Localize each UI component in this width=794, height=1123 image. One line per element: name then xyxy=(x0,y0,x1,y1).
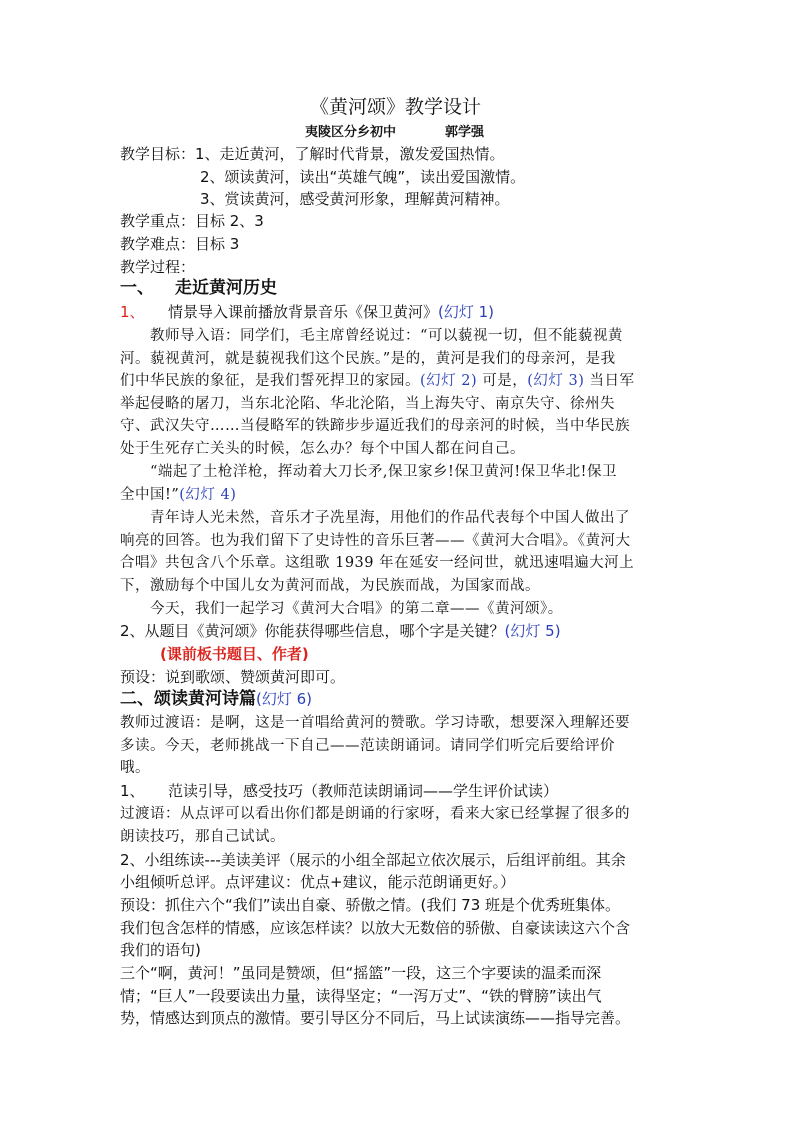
slide-2-ref: (幻灯 2) xyxy=(420,373,478,389)
s2-step1-text: 范读引导，感受技巧（教师范读朗诵词——学生评价试读） xyxy=(168,782,559,800)
s2-preset-line-2: 我们包含怎样的情感，应该怎样读？以放大无数倍的骄傲、自豪读读这六个含 xyxy=(120,919,631,937)
s2-preset-line-1: 预设：抓住六个“我们”读出自豪、骄傲之情。(我们 73 班是个优秀班集体。 xyxy=(120,896,621,914)
byline-school: 夷陵区分乡初中 xyxy=(305,125,397,140)
final-line-3: 势，情感达到顶点的激情。要引导区分不同后，马上试读演练——指导完善。 xyxy=(120,1009,631,1027)
quote-line-2a: 全中国!” xyxy=(120,487,180,503)
intro-line-3a: 们中华民族的象征，是我们誓死捍卫的家园。 xyxy=(120,373,420,389)
byline-author: 郭学强 xyxy=(445,125,485,140)
intro-line-5: 守、武汉失守……当侵略军的铁蹄步步逼近我们的母亲河的时候，当中华民族 xyxy=(120,418,630,434)
trans-line-3: 哦。 xyxy=(120,760,150,776)
intro-line-4: 举起侵略的屠刀，当东北沦陷、华北沦陷，当上海失守、南京失守、徐州失 xyxy=(120,396,615,412)
goal-3: 3、赏读黄河，感受黄河形象，理解黄河精神。 xyxy=(200,190,510,208)
slide-5-ref: (幻灯 5) xyxy=(504,622,561,640)
final-line-2: 情；“巨人”一段要读出力量，读得坚定；“一泻万丈”、“铁的臂膀”读出气 xyxy=(120,987,602,1005)
poet-line-1: 青年诗人光未然，音乐才子冼星海，用他们的作品代表每个中国人做出了 xyxy=(150,510,630,526)
quote-line-1: “端起了土枪洋枪，挥动着大刀长矛,保卫家乡!保卫黄河!保卫华北!保卫 xyxy=(150,464,618,480)
difficulty: 教学难点：目标 3 xyxy=(120,235,240,253)
goals-line-1 xyxy=(120,144,505,164)
section-2-title: 二、颂读黄河诗篇 xyxy=(120,689,256,709)
section-2-heading xyxy=(120,689,312,709)
poet-line-4: 下，激励每个中国儿女为黄河而战，为民族而战，为国家而战。 xyxy=(120,578,540,594)
today-line: 今天，我们一起学习《黄河大合唱》的第二章——《黄河颂》。 xyxy=(150,601,563,617)
slide-4-ref: (幻灯 4) xyxy=(179,487,237,503)
intro-line-3c: 当日军 xyxy=(584,373,635,389)
key-point: 教学重点：目标 2、3 xyxy=(120,212,264,230)
s2-step2-line-2: 小组倾听总评。点评建议：优点+建议，能示范朗诵更好。） xyxy=(120,873,516,891)
intro-line-3b: 可是， xyxy=(477,373,528,389)
intro-line-3 xyxy=(120,371,635,391)
poet-line-2: 响亮的回答。也为我们留下了史诗性的音乐巨著——《黄河大合唱》。《黄河大 xyxy=(120,533,631,549)
page-title: 《黄河颂》教学设计 xyxy=(310,96,482,118)
slide-1-ref: (幻灯 1) xyxy=(438,303,495,321)
s1-step2-text: 2、从题目《黄河颂》你能获得哪些信息，哪个字是关键？ xyxy=(120,622,505,640)
trans-line-1: 教师过渡语：是啊，这是一首唱给黄河的赞歌。学习诗歌，想要深入理解还要 xyxy=(120,715,630,731)
intro-line-6: 处于生死存亡关头的时候，怎么办？每个中国人都在问自己。 xyxy=(120,441,525,457)
section-1-title: 走近黄河历史 xyxy=(175,278,277,298)
goal-1: 1、走近黄河，了解时代背景，激发爱国热情。 xyxy=(195,145,505,163)
s2-step1-number: 1、 xyxy=(120,782,145,800)
intro-line-2: 河。藐视黄河，就是藐视我们这个民族。”是的，黄河是我们的母亲河，是我 xyxy=(120,351,616,367)
s1-preset: 预设：说到歌颂、赞颂黄河即可。 xyxy=(120,668,346,686)
intro-line-1: 教师导入语：同学们，毛主席曾经说过：“可以藐视一切，但不能藐视黄 xyxy=(150,328,623,344)
section-1-number: 一、 xyxy=(120,278,154,298)
trans-line-2: 多读。今天，老师挑战一下自己——范读朗诵词。请同学们听完后要给评价 xyxy=(120,738,615,754)
quote-line-2 xyxy=(120,485,236,505)
s1-step1-text: 情景导入课前播放背景音乐《保卫黄河》 xyxy=(168,303,439,321)
trans2-line-1: 过渡语：从点评可以看出你们都是朗诵的行家呀，看来大家已经掌握了很多的 xyxy=(120,806,630,822)
goals-label: 教学目标： xyxy=(120,145,196,163)
s2-preset-line-3: 我们的语句) xyxy=(120,941,201,959)
poet-line-3: 合唱》共包含八个乐章。这组歌 1939 年在延安一经问世，就迅速唱遍大河上 xyxy=(120,555,635,571)
slide-3-ref: (幻灯 3) xyxy=(527,373,585,389)
s1-step2 xyxy=(120,621,561,641)
slide-6-ref: (幻灯 6) xyxy=(256,690,313,708)
s2-step2-line-1: 2、小组练读---美读美评（展示的小组全部起立依次展示，后组评前组。其余 xyxy=(120,851,626,869)
s1-step1-number: 1、 xyxy=(120,303,145,321)
process-label: 教学过程： xyxy=(120,258,196,276)
s1-step1 xyxy=(168,302,494,322)
board-note: (课前板书题目、作者) xyxy=(160,645,309,663)
final-line-1: 三个“啊，黄河！”虽同是赞颂，但“摇篮”一段，这三个字要读的温柔而深 xyxy=(120,964,602,982)
trans2-line-2: 朗读技巧，那自己试试。 xyxy=(120,829,285,845)
goal-2: 2、颂读黄河，读出“英雄气魄”，读出爱国激情。 xyxy=(200,168,526,186)
